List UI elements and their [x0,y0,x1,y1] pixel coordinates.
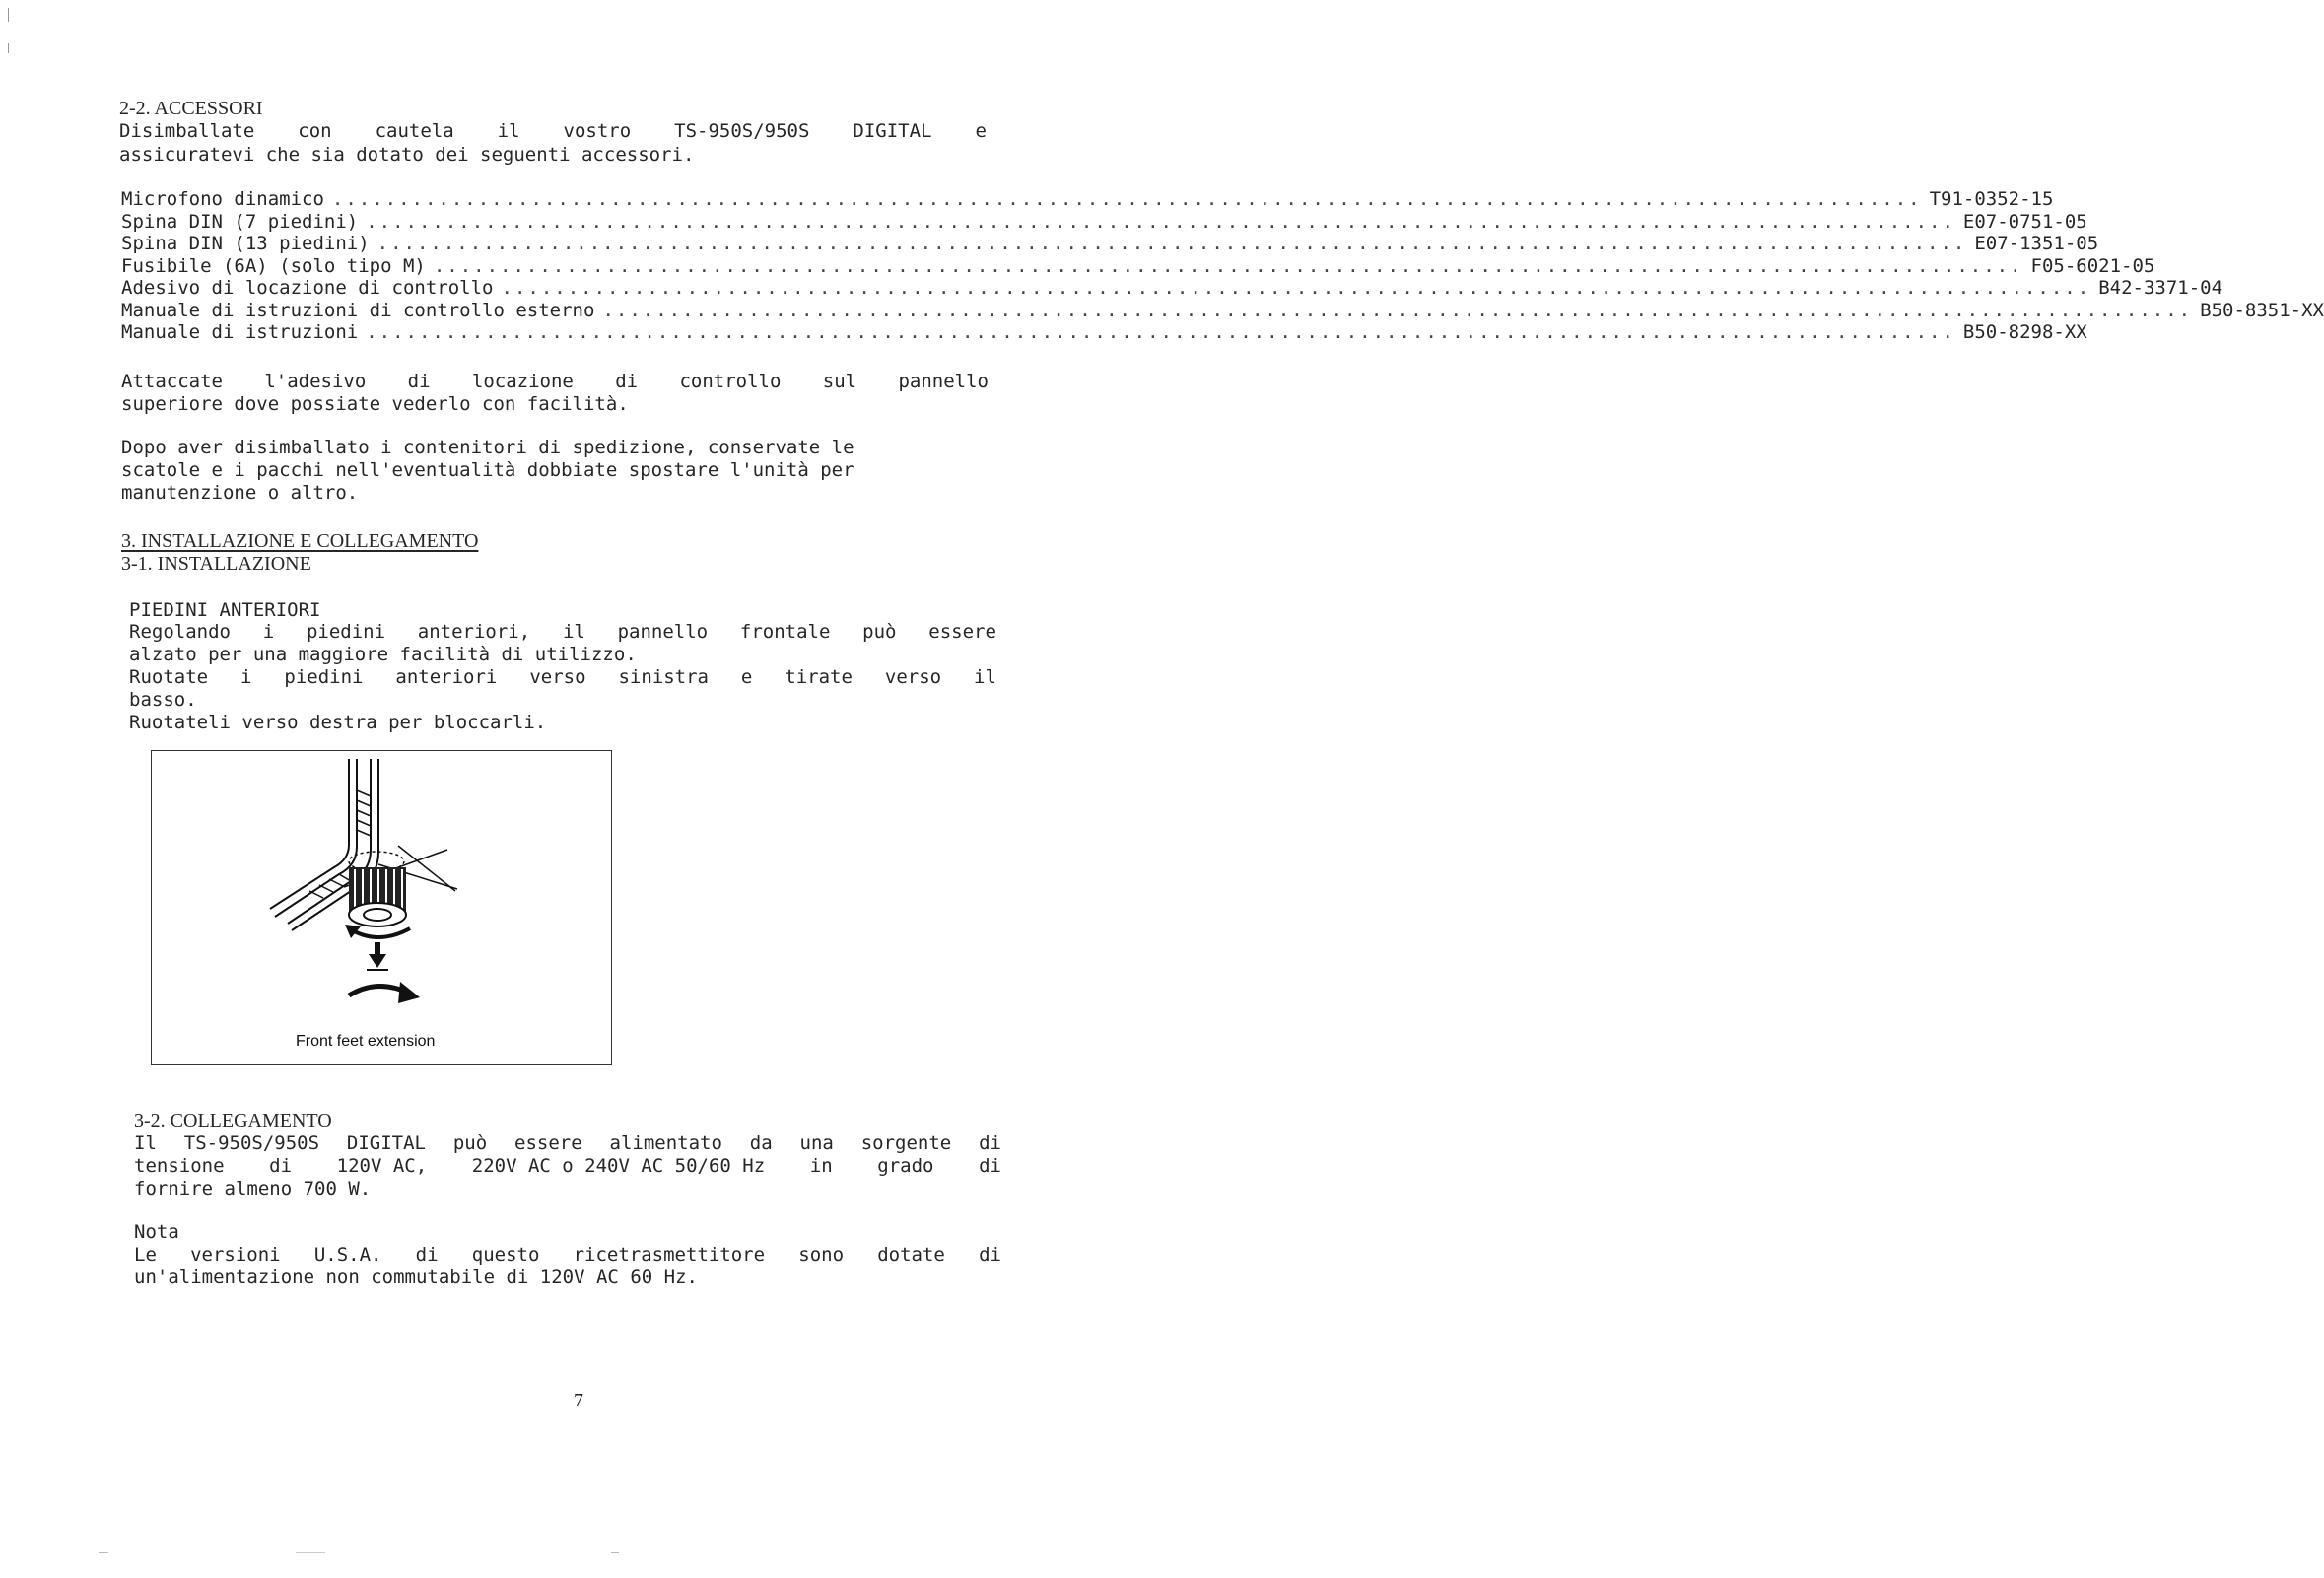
word: da [749,1132,773,1154]
word: 220V AC o 240V AC 50/60 Hz [471,1155,766,1177]
front-feet-figure [151,750,612,1065]
accessory-item [121,188,2054,211]
word: verso [884,666,942,688]
word: pannello [617,621,709,643]
accessory-code: B42-3371-04 [2098,277,2223,299]
note-line1 [134,1244,1001,1267]
note-line2: un'alimentazione non commutabile di 120V AC 60 Hz. [134,1267,698,1288]
accessory-name: Adesivo di locazione di controllo [121,277,494,299]
word: tensione [134,1155,225,1177]
word: Attaccate [121,371,223,392]
accessory-name: Spina DIN (13 piedini) [121,233,370,254]
word: essere [928,621,996,643]
word: DIGITAL [853,120,932,142]
feet-title: PIEDINI ANTERIORI [129,599,321,621]
page-number: 7 [574,1390,583,1411]
word: anteriori [395,666,498,688]
subsection-heading-collegamento: 3-2. COLLEGAMENTO [134,1110,332,1132]
word: di [979,1244,1001,1266]
accessory-code: E07-0751-05 [1962,210,2087,233]
accessory-code: B50-8351-XX [2200,299,2324,321]
word: pannello [898,371,989,392]
unpack-line1: Dopo aver disimballato i contenitori di spedizione, conservate le [121,437,854,458]
dot-leader: ........................................................................................................................ [366,210,1955,233]
figure-caption: Front feet extension [296,1033,436,1050]
word: il [974,666,996,688]
unpack-line2: scatole e i pacchi nell'eventualità dobbiate spostare l'unità per [121,459,854,481]
word: questo [471,1244,540,1266]
word: di [979,1132,1001,1154]
dot-leader: ........................................................................................................................ [433,254,2023,277]
accessory-name: Manuale di istruzioni [121,321,359,343]
word: una [799,1132,834,1154]
word: frontale [739,621,831,643]
section-heading-accessori: 2-2. ACCESSORI [119,98,263,119]
accessori-intro-line2: assicuratevi che sia dotato dei seguenti accessori. [119,144,695,166]
accessori-intro-line1 [119,120,987,143]
accessory-name: Spina DIN (7 piedini) [121,210,359,233]
word: cautela [375,120,454,142]
word: controllo [679,371,782,392]
feet-line4: basso. [129,689,197,711]
accessory-code: B50-8298-XX [1962,321,2087,343]
front-feet-illustration [152,751,613,1066]
feet-line3 [129,666,996,689]
word: 120V AC, [336,1155,428,1177]
word: il [562,621,585,643]
accessory-code: E07-1351-05 [1974,233,2099,254]
word: vostro [563,120,632,142]
unpack-line3: manutenzione o altro. [121,482,359,504]
word: essere [514,1132,582,1154]
word: ricetrasmettitore [573,1244,766,1266]
dot-leader: ........................................................................................................................ [501,277,2091,299]
sticker-line2: superiore dove possiate vederlo con facilità. [121,393,629,415]
feet-line2: alzato per una maggiore facilità di utilizzo. [129,644,637,665]
accessory-code: F05-6021-05 [2030,254,2155,277]
feet-line1 [129,621,996,644]
word: l'adesivo [264,371,367,392]
word: Regolando [129,621,231,643]
word: Ruotate [129,666,209,688]
word: Disimballate [119,120,255,142]
section-heading-installazione: 3. INSTALLAZIONE E COLLEGAMENTO [121,530,479,552]
word: e [975,120,987,142]
word: i [240,666,252,688]
subsection-heading-installazione: 3-1. INSTALLAZIONE [121,553,311,575]
word: in [809,1155,833,1177]
accessory-item [121,210,2087,234]
accessory-name: Fusibile (6A) (solo tipo M) [121,254,426,277]
accessory-name: Manuale di istruzioni di controllo esterno [121,299,595,321]
word: tirate [785,666,853,688]
word: U.S.A. [313,1244,382,1266]
sticker-line1 [121,371,989,393]
word: sul [822,371,857,392]
accessory-name: Microfono dinamico [121,188,324,210]
dot-leader: ........................................................................................................................ [331,188,1922,210]
word: i [262,621,275,643]
word: verso [529,666,586,688]
word: e [740,666,753,688]
word: DIGITAL [346,1132,426,1154]
scan-mark [8,8,9,22]
scan-mark [611,1552,619,1553]
dot-leader: ........................................................................................................................ [602,299,2193,321]
word: alimentato [609,1132,722,1154]
accessory-item [121,321,2087,344]
word: il [497,120,520,142]
scan-mark [8,43,9,53]
word: TS-950S/950S [183,1132,320,1154]
accessory-code: T91-0352-15 [1929,188,2054,210]
word: di [407,371,431,392]
word: versioni [190,1244,281,1266]
word: con [298,120,332,142]
word: piedini [306,621,386,643]
accessory-item [121,277,2223,300]
word: locazione [471,371,574,392]
note-label: Nota [134,1221,179,1243]
word: sinistra [618,666,709,688]
scan-mark [296,1552,325,1553]
word: sorgente [860,1132,952,1154]
word: TS-950S/950S [674,120,810,142]
word: anteriori, [417,621,531,643]
word: piedini [284,666,364,688]
word: Il [134,1132,157,1154]
word: può [452,1132,488,1154]
dot-leader: ........................................................................................................................ [366,321,1955,343]
collegamento-line3: fornire almeno 700 W. [134,1178,372,1200]
collegamento-line2 [134,1155,1001,1178]
accessory-item [121,254,2155,278]
feet-line5: Ruotateli verso destra per bloccarli. [129,712,547,733]
word: Le [134,1244,157,1266]
dot-leader: ........................................................................................................................ [376,233,1967,254]
word: dotate [877,1244,945,1266]
word: di [979,1155,1001,1177]
word: grado [877,1155,934,1177]
accessory-item [121,299,2324,322]
word: sono [798,1244,845,1266]
collegamento-line1 [134,1132,1001,1155]
word: di [415,1244,439,1266]
scan-mark [99,1552,108,1553]
word: di [269,1155,293,1177]
word: può [862,621,897,643]
word: di [615,371,639,392]
accessory-item [121,233,2099,255]
